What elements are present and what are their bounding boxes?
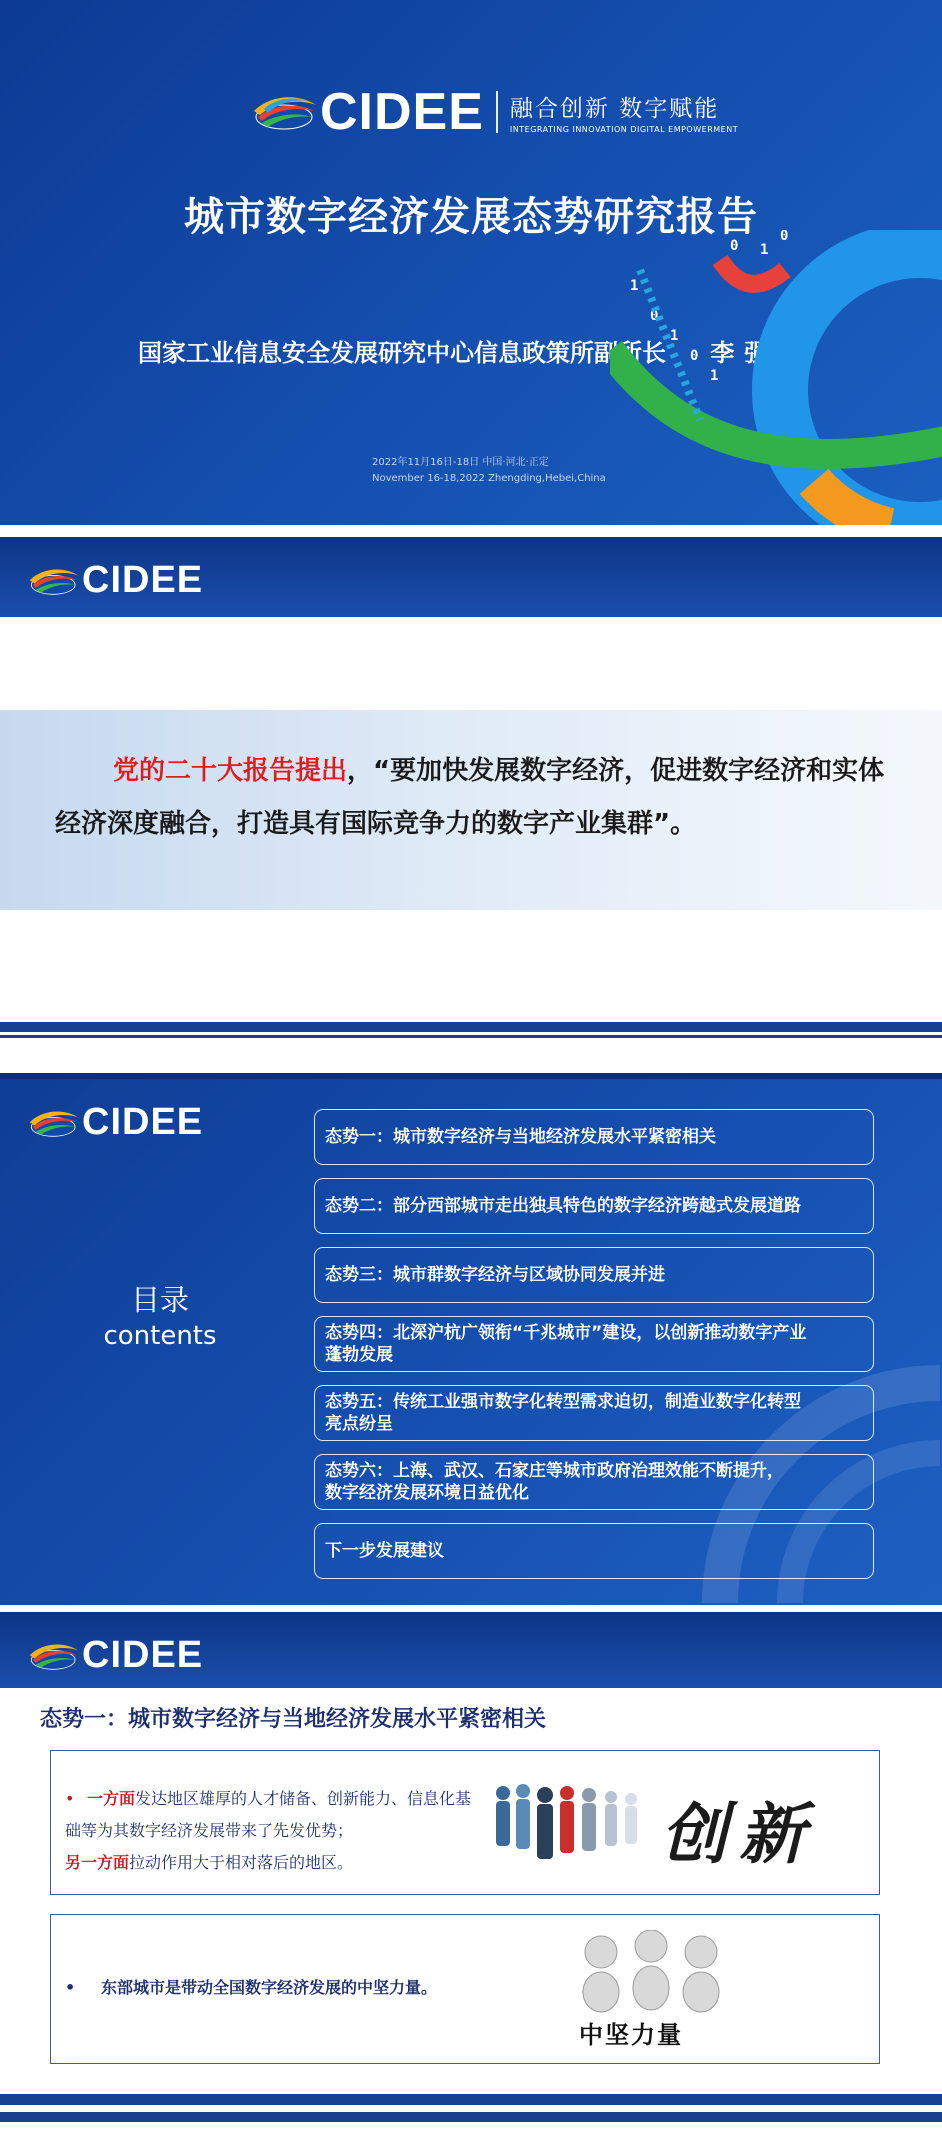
footer-line xyxy=(0,1035,942,1038)
red-highlight-1: 一方面 xyxy=(87,1789,136,1808)
slide-header xyxy=(0,1612,942,1688)
trend1-box-advantage xyxy=(50,1750,880,1895)
cidee-logo xyxy=(250,82,738,142)
digital-ribbon-graphic xyxy=(610,230,942,525)
toc-title xyxy=(80,1278,240,1351)
svg-text:0: 0 xyxy=(730,238,739,254)
cidee-swoosh-icon xyxy=(26,563,82,599)
quote-band xyxy=(0,710,942,910)
eastern-text xyxy=(65,1975,437,1998)
bullet: • xyxy=(65,1978,76,1997)
toc-item-2[interactable] xyxy=(314,1178,874,1234)
logo-slogan xyxy=(510,90,738,134)
advantage-body-1: 发达地区雄厚的人才储备、创新能力、信息化基础等为其数字经济发展带来了先发优势； xyxy=(65,1789,472,1840)
cidee-wordmark: CIDEE xyxy=(320,83,484,141)
cidee-logo xyxy=(26,1634,203,1677)
cidee-swoosh-icon xyxy=(250,89,320,135)
logo-divider xyxy=(496,91,498,133)
footer-bar-2 xyxy=(0,2112,942,2122)
author-name: 李强 xyxy=(710,339,779,367)
advantage-body-2: 拉动作用大于相对落后的地区。 xyxy=(129,1853,354,1872)
toc-item-label: 态势二：部分西部城市走出独具特色的数字经济跨越式发展道路 xyxy=(325,1196,801,1216)
footer-bar xyxy=(0,2094,942,2105)
cidee-swoosh-icon xyxy=(26,1105,82,1141)
svg-text:0: 0 xyxy=(690,348,699,364)
event-date-en: November 16-18,2022 Zhengding,Hebei,China xyxy=(372,473,606,484)
toc-item-label: 态势六：上海、武汉、石家庄等城市政府治理效能不断提升， 数字经济发展环境日益优化 xyxy=(325,1461,784,1503)
cidee-wordmark: CIDEE xyxy=(82,1101,204,1143)
header-line xyxy=(0,1073,942,1079)
report-title: 城市数字经济发展态势研究报告 xyxy=(184,194,758,240)
cidee-swoosh-icon xyxy=(26,1638,82,1674)
toc-item-label: 下一步发展建议 xyxy=(325,1541,444,1561)
toc-item-label: 态势三：城市群数字经济与区域协同发展并进 xyxy=(325,1265,665,1285)
toc-item-1[interactable] xyxy=(314,1109,874,1165)
toc-item-4[interactable] xyxy=(314,1316,874,1372)
event-date-cn: 2022年11月16日-18日 中国·河北·正定 xyxy=(372,457,549,468)
author-role: 国家工业信息安全发展研究中心信息政策所副所长 xyxy=(138,339,666,367)
backbone-label: 中坚力量 xyxy=(579,2021,683,2049)
quote-slide xyxy=(0,537,942,1067)
red-highlight-2: 另一方面 xyxy=(65,1853,130,1872)
innovation-calligraphy: 创新 xyxy=(661,1795,817,1873)
quote-text xyxy=(55,745,895,851)
eastern-body: 东部城市是带动全国数字经济发展的中坚力量。 xyxy=(101,1978,438,1997)
cidee-wordmark: CIDEE xyxy=(82,1634,204,1676)
svg-text:1: 1 xyxy=(630,278,639,294)
cover-slide xyxy=(0,0,942,525)
toc-item-6[interactable] xyxy=(314,1454,874,1510)
cidee-logo xyxy=(26,559,203,602)
event-date xyxy=(372,455,606,487)
toc-item-3[interactable] xyxy=(314,1247,874,1303)
slogan-cn: 融合创新 数字赋能 xyxy=(509,96,720,122)
svg-text:1: 1 xyxy=(760,242,769,258)
toc-item-5[interactable] xyxy=(314,1385,874,1441)
trend1-heading: 态势一：城市数字经济与当地经济发展水平紧密相关 xyxy=(40,1707,547,1732)
svg-text:0: 0 xyxy=(650,308,659,324)
svg-text:1: 1 xyxy=(710,368,719,384)
toc-title-cn: 目录 xyxy=(130,1283,189,1317)
toc-item-label: 态势四：北深沪杭广领衔“千兆城市”建设，以创新推动数字产业 蓬勃发展 xyxy=(325,1323,807,1365)
teamwork-figures-image xyxy=(561,1930,741,2015)
bullet: • xyxy=(65,1789,75,1808)
svg-text:0: 0 xyxy=(780,230,789,244)
slogan-en: INTEGRATING INNOVATION DIGITAL EMPOWERMENT xyxy=(509,125,739,134)
toc-item-label: 态势五：传统工业强市数字化转型需求迫切，制造业数字化转型 亮点纷呈 xyxy=(325,1392,801,1434)
toc-item-label: 态势一：城市数字经济与当地经济发展水平紧密相关 xyxy=(325,1127,716,1147)
toc-title-en: contents xyxy=(103,1321,217,1351)
toc-list xyxy=(314,1109,874,1592)
cidee-logo xyxy=(26,1101,203,1144)
quote-body: ，“要加快发展数字经济，促进数字经济和实体经济深度融合，打造具有国际竞争力的数字产业集群”。 xyxy=(55,756,885,839)
footer-bar xyxy=(0,1022,942,1032)
svg-text:1: 1 xyxy=(670,328,679,344)
crowd-silhouettes-image xyxy=(491,1781,641,1866)
quote-highlight: 党的二十大报告提出 xyxy=(113,756,348,786)
slide-header xyxy=(0,537,942,617)
trend1-box-eastern xyxy=(50,1914,880,2064)
trend1-slide xyxy=(0,1612,942,2133)
toc-slide xyxy=(0,1073,942,1605)
toc-item-7[interactable] xyxy=(314,1523,874,1579)
advantage-text xyxy=(65,1783,485,1879)
cidee-wordmark: CIDEE xyxy=(82,559,204,601)
